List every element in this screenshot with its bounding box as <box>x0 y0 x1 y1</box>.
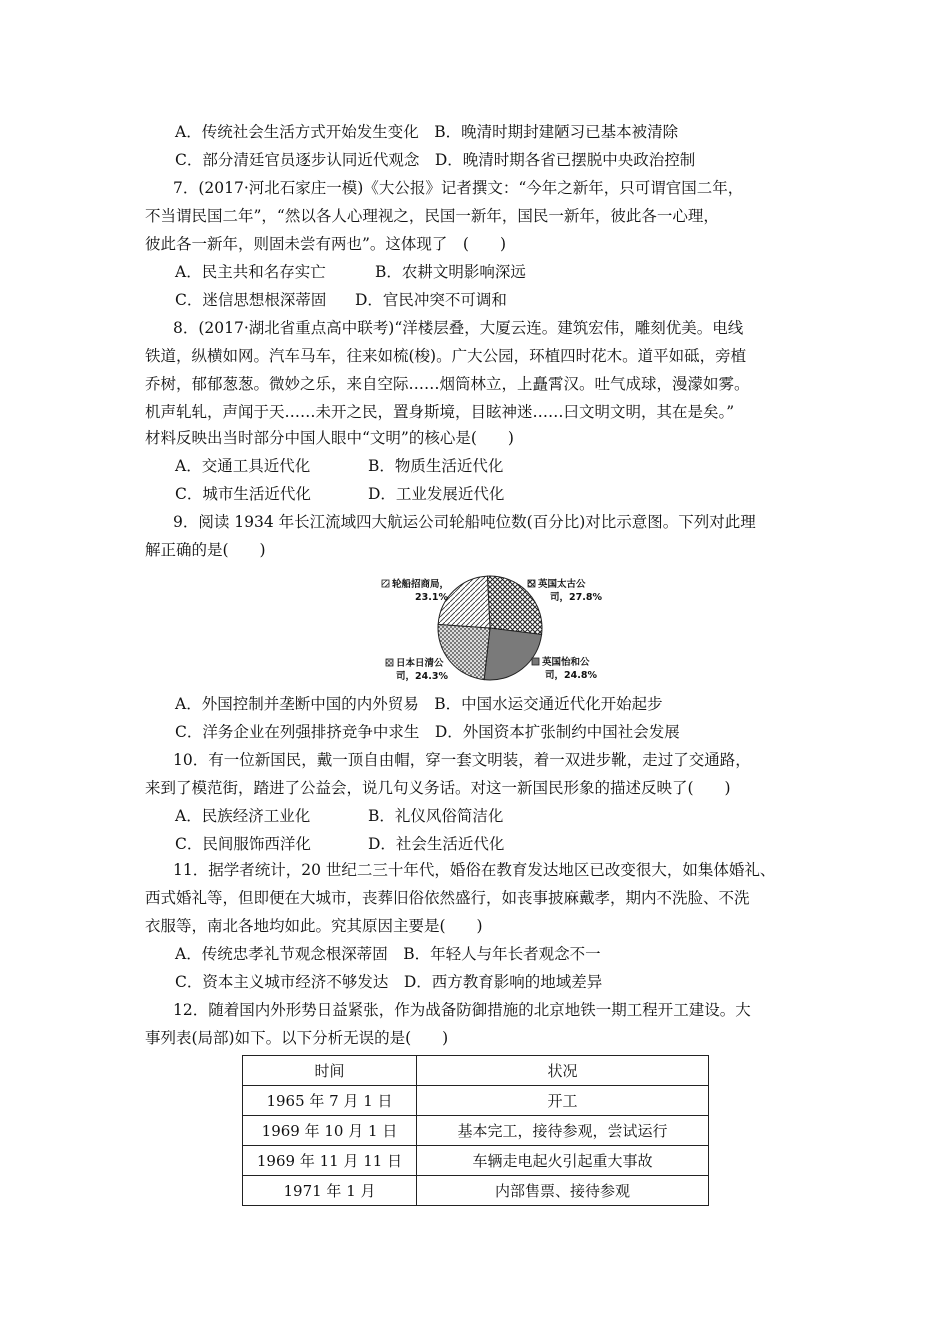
q10-options-cd <box>175 834 505 854</box>
q8-stem-1: 8．(2017·湖北省重点高中联考)“洋楼层叠，大厦云连。建筑宏伟，雕刻优美。电线 <box>173 319 744 337</box>
legend-swatch-taikoo <box>528 580 535 587</box>
q8-stem-3: 乔树，郁郁葱葱。微妙之乐，来自空际……烟筒林立，上矗霄汉。吐气成球，漫濛如雾。 <box>145 375 750 393</box>
q12-stem-1: 12．随着国内外形势日益紧张，作为战备防御措施的北京地铁一期工程开工建设。大 <box>173 1001 751 1019</box>
table-row <box>243 1146 709 1176</box>
cell-status: 车辆走电起火引起重大事故 <box>417 1146 709 1176</box>
q8-option-c: C．城市生活近代化 <box>175 485 311 503</box>
q8-stem-5: 材料反映出当时部分中国人眼中“文明”的核心是( ) <box>145 429 514 447</box>
q6-options-ab: A．传统社会生活方式开始发生变化 B．晚清时期封建陋习已基本被清除 <box>175 123 679 141</box>
label-jardine-1: 英国怡和公 <box>542 657 590 668</box>
label-nisshin-1: 日本日清公 <box>396 658 444 669</box>
label-zhaoshang-2: 23.1% <box>415 592 448 603</box>
label-jardine-2: 司，24.8% <box>545 670 597 681</box>
q8-option-b: B．物质生活近代化 <box>368 457 504 475</box>
q7-stem-3: 彼此各一新年，则固未尝有两也”。这体现了 ( ) <box>145 235 507 253</box>
q11-stem-1: 11．据学者统计，20 世纪二三十年代，婚俗在教育发达地区已改变很大，如集体婚礼、 <box>173 861 776 879</box>
table-row <box>243 1086 709 1116</box>
q9-options-cd: C．洋务企业在列强排挤竞争中求生 D．外国资本扩张制约中国社会发展 <box>175 723 680 741</box>
q7-stem-1: 7．(2017·河北石家庄一模)《大公报》记者撰文：“今年之新年，只可谓官国二年， <box>173 179 744 197</box>
table-header-row <box>243 1056 709 1086</box>
q8-stem-2: 铁道，纵横如网。汽车马车，往来如梳(梭)。广大公园，环植四时花木。道平如砥，旁植 <box>145 347 747 365</box>
q11-options-cd: C．资本主义城市经济不够发达 D．西方教育影响的地域差异 <box>175 973 603 991</box>
q10-stem-2: 来到了模范街，踏进了公益会，说几句义务话。对这一新国民形象的描述反映了( ) <box>145 779 731 797</box>
q8-stem-4: 机声轧轧，声闻于天……未开之民，置身斯境，目眩神迷……曰文明文明，其在是矣。” <box>145 403 735 421</box>
legend-swatch-jardine <box>532 658 539 665</box>
q9-options-ab: A．外国控制并垄断中国的内外贸易 B．中国水运交通近代化开始起步 <box>175 695 663 713</box>
q7-option-b: B．农耕文明影响深远 <box>375 263 526 281</box>
cell-status: 开工 <box>417 1086 709 1116</box>
q7-option-d: D．官民冲突不可调和 <box>355 291 507 309</box>
q7-option-c: C．迷信思想根深蒂固 <box>175 291 327 309</box>
label-taikoo-2: 司，27.8% <box>550 592 602 603</box>
beijing-subway-timeline-table <box>242 1055 709 1206</box>
q10-options-ab <box>175 806 504 826</box>
q10-option-d: D．社会生活近代化 <box>368 835 505 853</box>
cell-status: 基本完工，接待参观，尝试运行 <box>417 1116 709 1146</box>
q10-option-b: B．礼仪风俗简洁化 <box>368 807 504 825</box>
q7-stem-2: 不当谓民国二年”，“然以各人心理视之，民国一新年，国民一新年，彼此各一心理， <box>145 207 719 225</box>
q7-options-ab <box>175 262 526 282</box>
q8-options-cd <box>175 484 505 504</box>
q8-options-ab <box>175 456 504 476</box>
cell-time: 1965 年 7 月 1 日 <box>243 1086 417 1116</box>
q11-stem-3: 衣服等，南北各地均如此。究其原因主要是( ) <box>145 917 483 935</box>
q7-options-cd <box>175 290 507 310</box>
q9-stem-1: 9．阅读 1934 年长江流域四大航运公司轮船吨位数(百分比)对比示意图。下列对此理 <box>173 513 756 531</box>
cell-time: 1969 年 10 月 1 日 <box>243 1116 417 1146</box>
q11-stem-2: 西式婚礼等，但即便在大城市，丧葬旧俗依然盛行，如丧事披麻戴孝，期内不洗脸、不洗 <box>145 889 750 907</box>
cell-time: 1969 年 11 月 11 日 <box>243 1146 417 1176</box>
shipping-tonnage-pie-chart <box>380 572 610 684</box>
cell-time: 1971 年 1 月 <box>243 1176 417 1206</box>
table-row <box>243 1176 709 1206</box>
pie-slice-1 <box>484 628 541 680</box>
label-taikoo-1: 英国太古公 <box>538 579 586 590</box>
q8-option-d: D．工业发展近代化 <box>368 485 505 503</box>
q7-option-a: A．民主共和名存实亡 <box>175 263 326 281</box>
label-nisshin-2: 司，24.3% <box>396 671 448 682</box>
legend-swatch-nisshin <box>386 659 393 666</box>
table-row <box>243 1116 709 1146</box>
label-zhaoshang-1: 轮船招商局， <box>392 579 450 590</box>
cell-status: 内部售票、接待参观 <box>417 1176 709 1206</box>
q6-options-cd: C．部分清廷官员逐步认同近代观念 D．晚清时期各省已摆脱中央政治控制 <box>175 151 696 169</box>
q12-stem-2: 事列表(局部)如下。以下分析无误的是( ) <box>145 1029 449 1047</box>
legend-swatch-zhaoshang <box>382 580 389 587</box>
q10-option-c: C．民间服饰西洋化 <box>175 835 311 853</box>
q11-options-ab: A．传统忠孝礼节观念根深蒂固 B．年轻人与年长者观念不一 <box>175 945 601 963</box>
q8-option-a: A．交通工具近代化 <box>175 457 311 475</box>
q10-stem-1: 10．有一位新国民，戴一顶自由帽，穿一套文明装，着一双进步靴，走过了交通路， <box>173 751 751 769</box>
q10-option-a: A．民族经济工业化 <box>175 807 311 825</box>
pie-slices <box>438 576 542 680</box>
q9-stem-2: 解正确的是( ) <box>145 541 266 559</box>
header-time: 时间 <box>243 1056 417 1086</box>
header-status: 状况 <box>417 1056 709 1086</box>
